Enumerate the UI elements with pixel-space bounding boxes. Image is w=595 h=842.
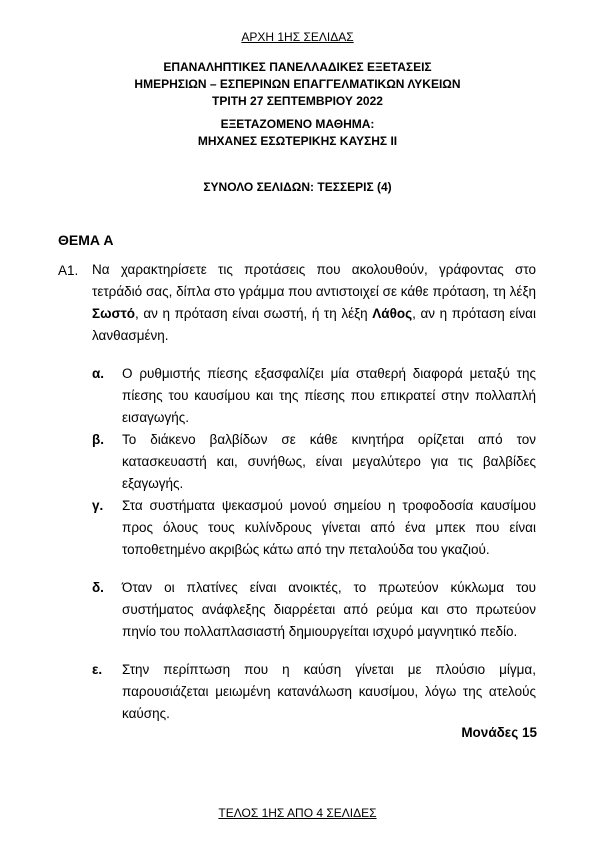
- statement-label: ε.: [92, 662, 103, 677]
- subject-name: ΜΗΧΑΝΕΣ ΕΣΩΤΕΡΙΚΗΣ ΚΑΥΣΗΣ ΙΙ: [197, 134, 398, 148]
- topic-heading: ΘΕΜΑ Α: [58, 232, 114, 248]
- statement-label: α.: [92, 366, 105, 381]
- question-label: Α1.: [58, 263, 79, 278]
- word-true: Σωστό: [92, 306, 136, 321]
- word-false: Λάθος: [372, 306, 413, 321]
- statement-item: [92, 495, 536, 561]
- question-text: Να χαρακτηρίσετε τις προτάσεις που ακολουθούν, γράφοντας στο τετράδιό σας, δίπλα στο γράμμα που αντιστοιχεί σε κάθε πρόταση, τη λέξη Σωστό, αν η πρόταση είναι σωστή, ή τη λέξη Λάθος, αν η πρόταση είναι λανθασμένη.: [92, 262, 536, 343]
- statement-item: [92, 577, 536, 643]
- statement-text: Το διάκενο βαλβίδων σε κάθε κινητήρα ορίζεται από τον κατασκευαστή και, συνήθως, είναι μεγαλύτερο για τις βαλβίδες εξαγωγής.: [122, 432, 536, 491]
- page-start-marker: ΑΡΧΗ 1ΗΣ ΣΕΛΙΔΑΣ: [241, 30, 354, 44]
- statement-label: γ.: [92, 498, 104, 513]
- exam-date: ΤΡΙΤΗ 27 ΣΕΠΤΕΜΒΡΙΟΥ 2022: [212, 94, 383, 108]
- statement-item: [92, 363, 536, 429]
- statement-item: [92, 659, 536, 725]
- statement-text: Στην περίπτωση που η καύση γίνεται με πλούσιο μίγμα, παρουσιάζεται μειωμένη κατανάλωση καυσίμου, λόγω της ατελούς καύσης.: [122, 662, 536, 721]
- statement-item: [92, 429, 536, 495]
- statement-text: Στα συστήματα ψεκασμού μονού σημείου η τροφοδοσία καυσίμου προς όλους τους κυλίνδρους γίνεται από ένα μπεκ που είναι τοποθετημένο ακριβώς κάτω από την πεταλούδα του γκαζιού.: [122, 498, 536, 557]
- total-pages: ΣΥΝΟΛΟ ΣΕΛΙΔΩΝ: ΤΕΣΣΕΡΙΣ (4): [203, 180, 392, 194]
- subject-label: ΕΞΕΤΑΖΟΜΕΝΟ ΜΑΘΗΜΑ:: [220, 117, 375, 131]
- statement-label: β.: [92, 432, 104, 447]
- marks: Μονάδες 15: [461, 725, 537, 740]
- exam-title-line1: ΕΠΑΝΑΛΗΠΤΙΚΕΣ ΠΑΝΕΛΛΑΔΙΚΕΣ ΕΞΕΤΑΣΕΙΣ: [163, 60, 432, 74]
- page-end-marker: ΤΕΛΟΣ 1ΗΣ ΑΠΟ 4 ΣΕΛΙΔΕΣ: [218, 806, 377, 820]
- statement-label: δ.: [92, 580, 104, 595]
- statement-text: Όταν οι πλατίνες είναι ανοικτές, το πρωτεύον κύκλωμα του συστήματος ανάφλεξης διαρρέεται από ρεύμα και στο πρωτεύον πηνίο του πολλαπλασιαστή δημιουργείται ισχυρό μαγνητικό πεδίο.: [122, 580, 536, 639]
- exam-title-line2: ΗΜΕΡΗΣΙΩΝ – ΕΣΠΕΡΙΝΩΝ ΕΠΑΓΓΕΛΜΑΤΙΚΩΝ ΛΥΚΕΙΩΝ: [134, 77, 461, 91]
- statement-text: Ο ρυθμιστής πίεσης εξασφαλίζει μία σταθερή διαφορά μεταξύ της πίεσης του καυσίμου και της πίεσης που επικρατεί στην πολλαπλή εισαγωγής.: [122, 366, 536, 425]
